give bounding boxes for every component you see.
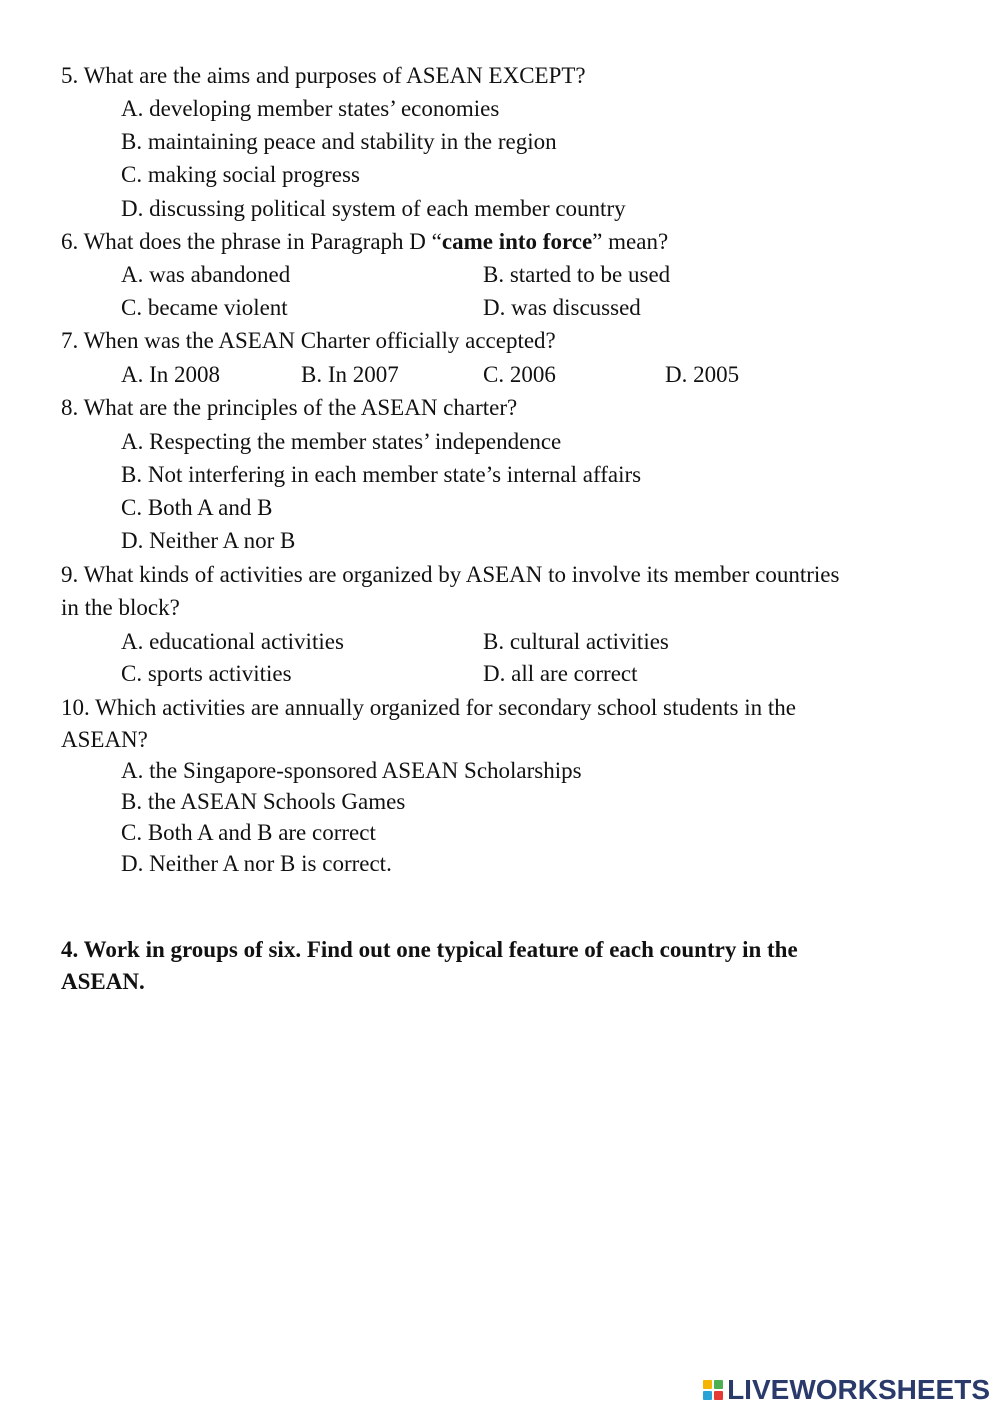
q10-option-d[interactable]: D. Neither A nor B is correct.: [121, 851, 392, 876]
q6-option-c[interactable]: C. became violent: [121, 295, 288, 320]
liveworksheets-wordmark: LIVEWORKSHEETS: [727, 1374, 990, 1405]
question-5: 5. What are the aims and purposes of ASEAN EXCEPT?: [61, 63, 586, 88]
task-4-line-1: 4. Work in groups of six. Find out one typical feature of each country in the: [61, 937, 798, 962]
liveworksheets-logo-icon: [703, 1380, 723, 1400]
q10-option-c[interactable]: C. Both A and B are correct: [121, 820, 376, 845]
q8-option-d[interactable]: D. Neither A nor B: [121, 528, 296, 553]
question-6: [61, 227, 668, 257]
q6-option-a[interactable]: A. was abandoned: [121, 262, 291, 287]
q9-option-d[interactable]: D. all are correct: [483, 661, 638, 686]
task-4-line-2: ASEAN.: [61, 969, 145, 994]
question-9-line-1: 9. What kinds of activities are organized by ASEAN to involve its member countries: [61, 562, 840, 587]
q7-option-b[interactable]: B. In 2007: [301, 362, 399, 387]
question-6-prefix: 6. What does the phrase in Paragraph D “: [61, 229, 442, 254]
q8-option-a[interactable]: A. Respecting the member states’ independence: [121, 429, 562, 454]
q9-option-c[interactable]: C. sports activities: [121, 661, 292, 686]
q5-option-a[interactable]: A. developing member states’ economies: [121, 96, 500, 121]
logo-square-3: [703, 1391, 712, 1400]
question-9-line-2: in the block?: [61, 595, 180, 620]
q9-option-a[interactable]: A. educational activities: [121, 629, 344, 654]
question-7: 7. When was the ASEAN Charter officially accepted?: [61, 328, 556, 353]
q10-option-b[interactable]: B. the ASEAN Schools Games: [121, 789, 406, 814]
question-10-line-2: ASEAN?: [61, 727, 148, 752]
q7-option-a[interactable]: A. In 2008: [121, 362, 221, 387]
logo-square-4: [714, 1391, 723, 1400]
question-10-line-1: 10. Which activities are annually organized for secondary school students in the: [61, 695, 796, 720]
q6-option-b[interactable]: B. started to be used: [483, 262, 671, 287]
q7-option-c[interactable]: C. 2006: [483, 362, 556, 387]
q6-option-d[interactable]: D. was discussed: [483, 295, 641, 320]
q5-option-c[interactable]: C. making social progress: [121, 162, 360, 187]
q8-option-b[interactable]: B. Not interfering in each member state’s internal affairs: [121, 462, 642, 487]
q9-option-b[interactable]: B. cultural activities: [483, 629, 669, 654]
liveworksheets-brand[interactable]: [703, 1375, 990, 1405]
logo-square-1: [703, 1380, 712, 1389]
q8-option-c[interactable]: C. Both A and B: [121, 495, 273, 520]
q5-option-b[interactable]: B. maintaining peace and stability in the region: [121, 129, 557, 154]
question-8: 8. What are the principles of the ASEAN charter?: [61, 395, 518, 420]
question-6-suffix: ” mean?: [592, 229, 669, 254]
question-6-phrase: came into force: [441, 229, 593, 254]
q7-option-d[interactable]: D. 2005: [665, 362, 740, 387]
q5-option-d[interactable]: D. discussing political system of each member country: [121, 196, 626, 221]
q10-option-a[interactable]: A. the Singapore-sponsored ASEAN Scholarships: [121, 758, 582, 783]
logo-square-2: [714, 1380, 723, 1389]
